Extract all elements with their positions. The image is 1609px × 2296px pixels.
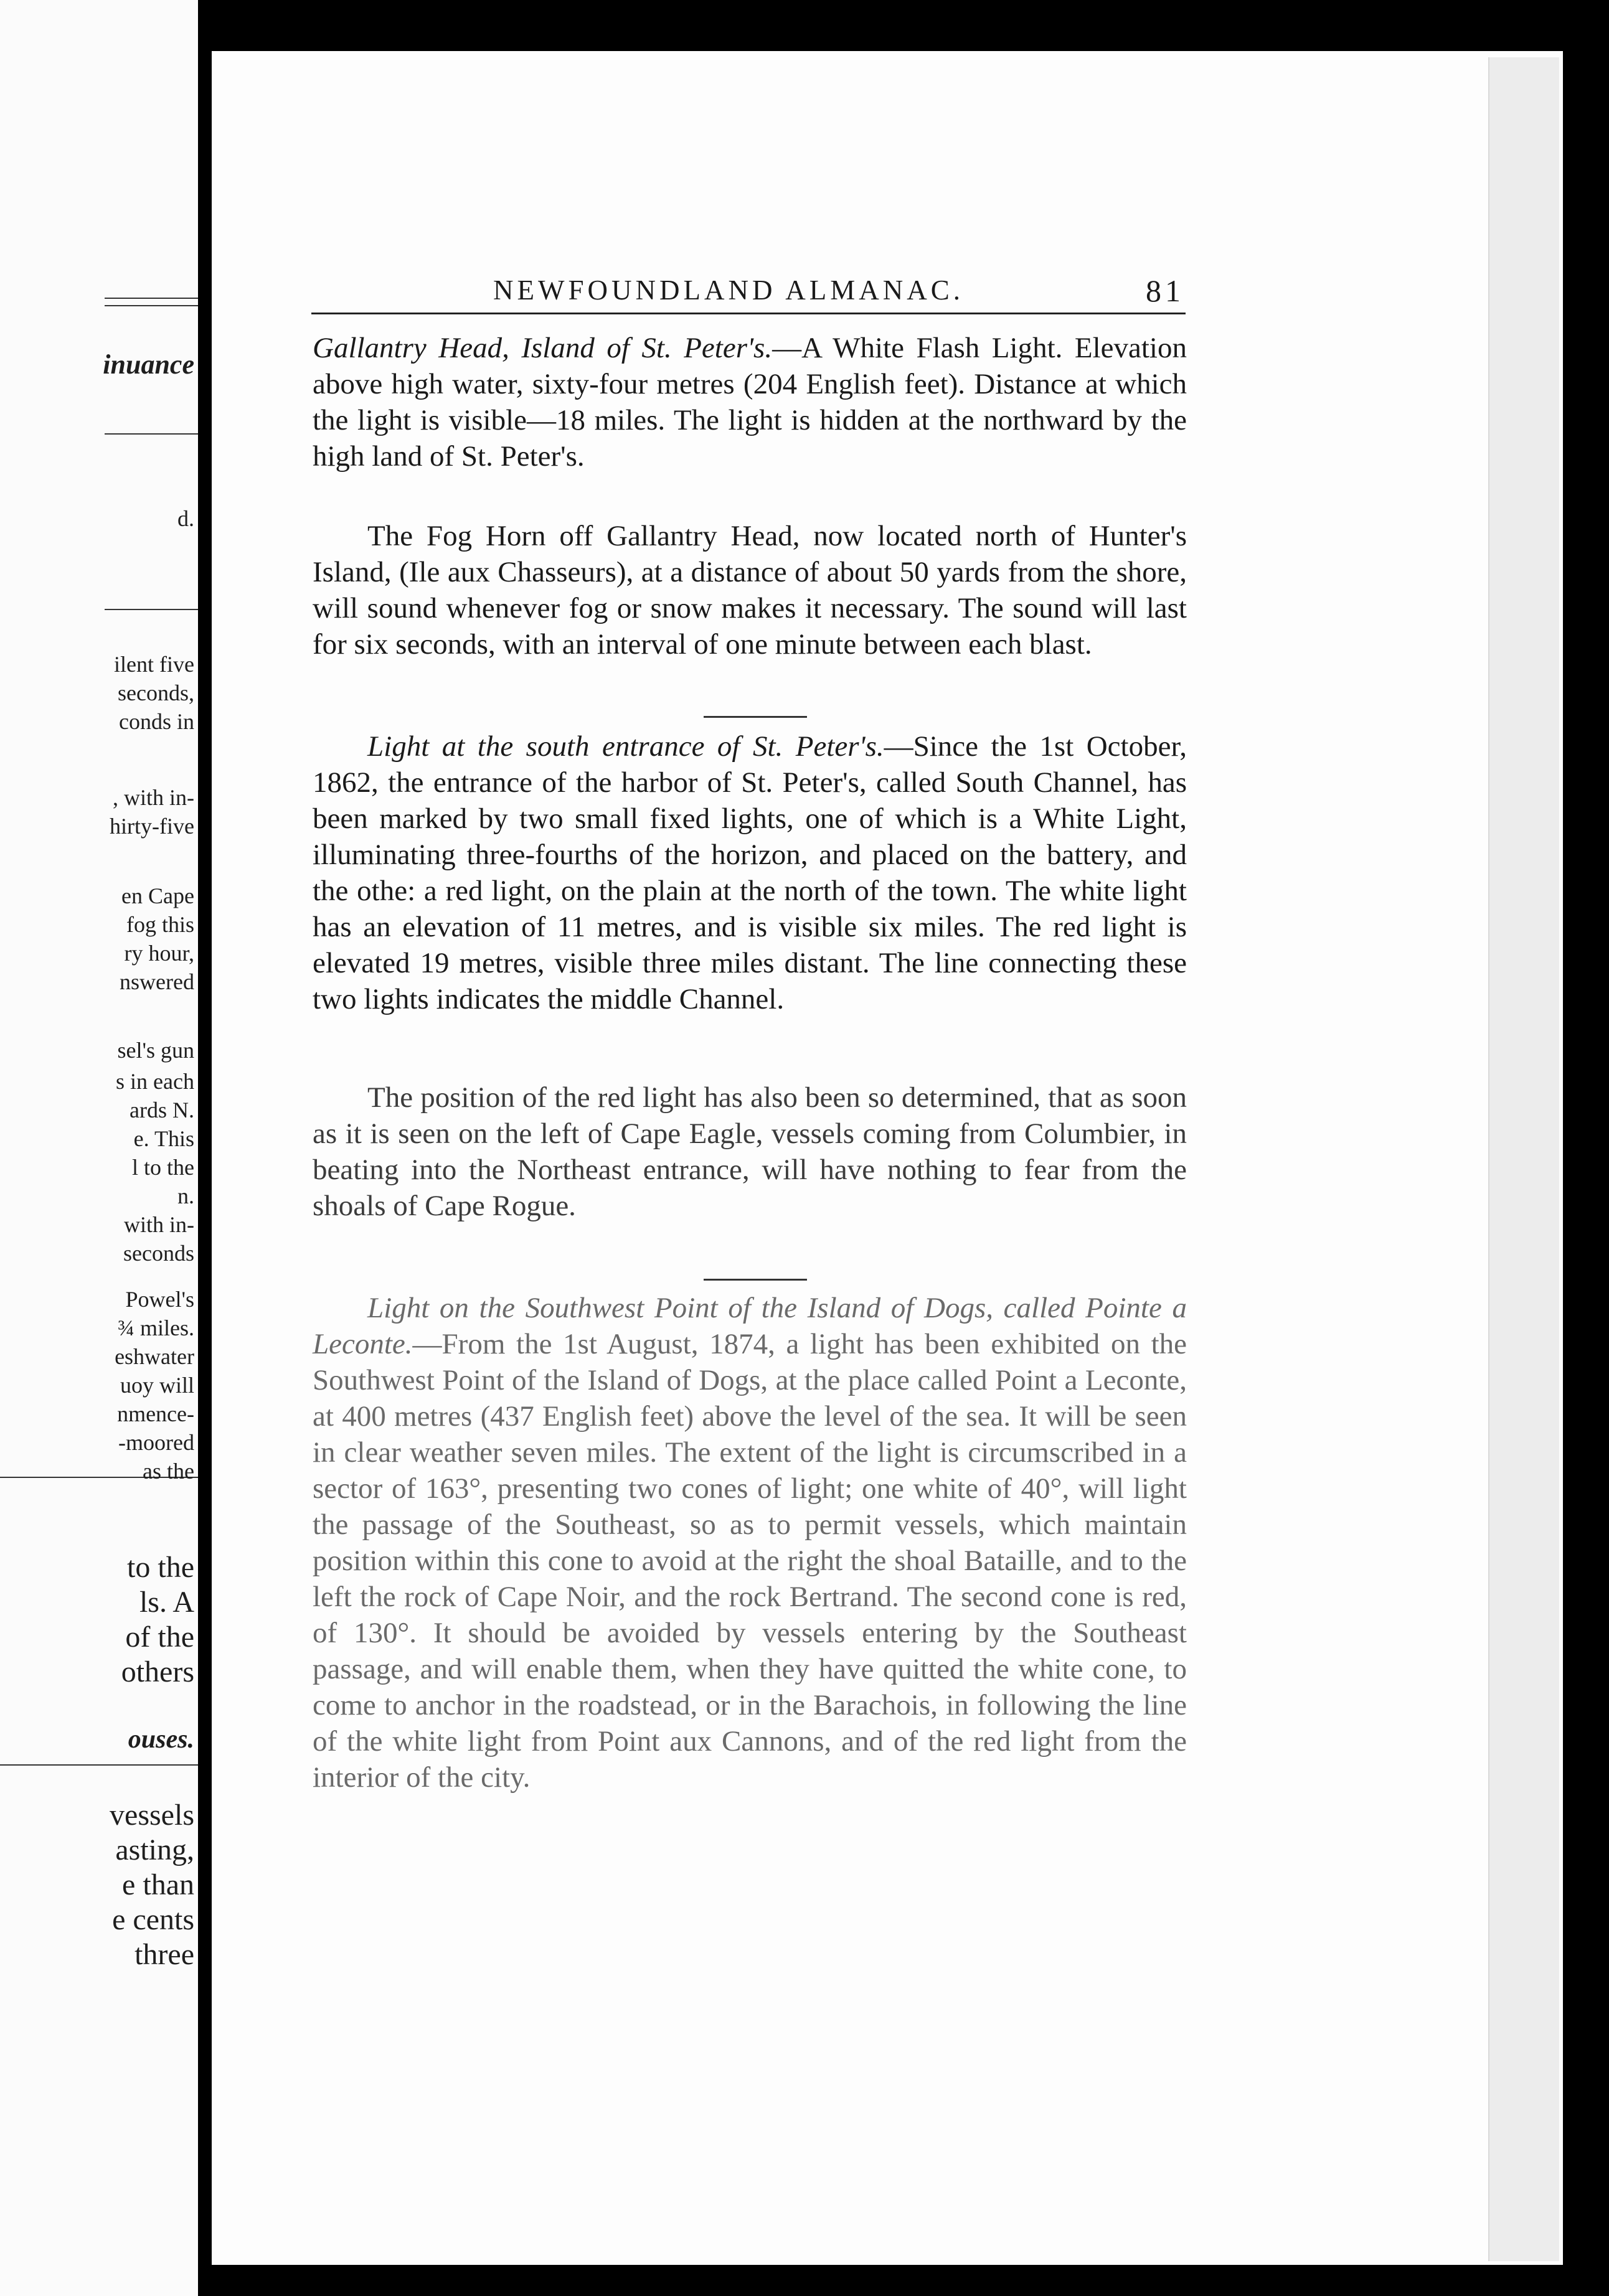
left-page-line: seconds, xyxy=(118,680,194,705)
left-page-line: fog this xyxy=(126,912,194,937)
paragraph-text: —Since the 1st October, 1862, the entrance of the harbor of St. Peter's, called South Channel, has been marked by two small fixed lights, one of which is a White Light, illuminating three-fourths of the horizon, and placed on the battery, and the othe: a red light, on the plain at the north of the town. The white light has an elevation of 11 metres, and is visible six miles. The red light is elevated 19 metres, visible three miles distant. The line connecting these two lights indicates the middle Channel. xyxy=(313,730,1187,1015)
paragraph-text: The Fog Horn off Gallantry Head, now located north of Hunter's Island, (Ile aux Chasseurs), at a distance of about 50 yards from the shore, will sound whenever fog or snow makes it necessary. The sound will last for six seconds, with an interval of one minute between each blast. xyxy=(313,520,1187,661)
left-page-rule xyxy=(105,305,198,306)
left-page-line: ilent five xyxy=(114,652,194,677)
paragraph-lead: Gallantry Head, Island of St. Peter's. xyxy=(313,332,773,364)
left-page-line: vessels xyxy=(110,1799,194,1832)
left-page-line: l to the xyxy=(132,1155,194,1180)
section-separator xyxy=(704,1279,807,1281)
left-page-line: ls. A xyxy=(139,1586,194,1619)
paragraph-fog-horn xyxy=(313,518,1187,662)
left-page-line: , with in- xyxy=(113,785,194,810)
left-page-line: e cents xyxy=(112,1903,194,1936)
left-page-line: -moored xyxy=(118,1430,194,1455)
left-page-rule xyxy=(105,433,198,435)
paragraph-south-entrance xyxy=(313,728,1187,1017)
running-head xyxy=(313,274,1184,311)
paragraph-text: The position of the red light has also been so determined, that as soon as it is seen on the left of Cape Eagle, vessels coming from Columbier, in beating into the Northeast entrance, will have nothing to fear from the shoals of Cape Rogue. xyxy=(313,1081,1187,1222)
left-page-line: sel's gun xyxy=(117,1038,194,1063)
paragraph-text: —From the 1st August, 1874, a light has been exhibited on the Southwest Point of the Island of Dogs, at the place called Point a Leconte, at 400 metres (437 English feet) above the level of the sea. It will be seen in clear weather seven miles. The extent of the light is circumscribed in a sector of 163°, presenting two cones of light; one white of 40°, will light the passage of the Southeast, so as to permit vessels, which maintain position within this cone to avoid at the right the shoal Bataille, and to the left the rock of Cape Noir, and the rock Bertrand. The second cone is red, of 130°. It should be avoided by vessels entering by the Southeast passage, and will enable them, when they have quitted the white cone, to come to anchor in the roadstead, or in the Barachois, in following the line of the white light from Point aux Cannons, and of the red light from the interior of the city. xyxy=(313,1328,1187,1794)
left-page-line: e than xyxy=(122,1868,194,1901)
left-page-line: s in each xyxy=(116,1069,194,1094)
left-page-rule xyxy=(0,1764,198,1766)
section-separator xyxy=(704,716,807,718)
paragraph-lead: Light at the south entrance of St. Peter's. xyxy=(367,730,884,763)
paragraph-gallantry-head xyxy=(313,330,1187,474)
left-page-line: eshwater xyxy=(115,1344,194,1369)
paragraph-lead: Light on the Southwest Point of the Island of Dogs, called Pointe a Leconte. xyxy=(313,1292,1187,1360)
left-page-line: nmence- xyxy=(117,1401,194,1426)
left-page-line: hirty-five xyxy=(110,814,194,839)
left-page-line: ards N. xyxy=(130,1098,194,1122)
left-page-line: nswered xyxy=(120,969,194,994)
left-page-line: en Cape xyxy=(121,883,194,908)
left-page-line: ry hour, xyxy=(124,941,194,966)
left-page-line: others xyxy=(121,1655,194,1688)
left-page-line: to the xyxy=(127,1551,194,1584)
left-page-line: uoy will xyxy=(120,1373,194,1398)
running-title: NEWFOUNDLAND ALMANAC. xyxy=(493,275,964,306)
page-number: 81 xyxy=(1146,273,1184,308)
left-page-line: seconds xyxy=(123,1241,194,1266)
left-page-line: Powel's xyxy=(125,1287,194,1312)
paragraph-island-of-dogs xyxy=(313,1290,1187,1795)
left-page-line: as the xyxy=(143,1459,194,1484)
left-page-rule xyxy=(105,609,198,610)
left-page-line: inuance xyxy=(103,349,194,380)
left-page-line: e. This xyxy=(133,1126,194,1151)
paragraph-red-light-position xyxy=(313,1080,1187,1224)
left-page-line: ouses. xyxy=(128,1725,194,1754)
header-rule xyxy=(311,313,1186,314)
left-page-line: asting, xyxy=(115,1833,194,1866)
left-page-line: of the xyxy=(125,1621,194,1654)
left-page-line: n. xyxy=(177,1183,194,1208)
left-page-line: conds in xyxy=(119,709,194,734)
left-page-line: three xyxy=(134,1938,194,1971)
left-page-line: ¾ miles. xyxy=(118,1315,194,1340)
left-page-line: d. xyxy=(177,506,194,531)
left-page-line: with in- xyxy=(124,1212,194,1237)
left-page-rule xyxy=(105,298,198,299)
paragraph-text: —A White Flash Light. Elevation above high water, sixty-four metres (204 English feet). Distance at which the light is visible—18 miles. The light is hidden at the northward by the high land of St. Peter's. xyxy=(313,332,1187,473)
left-page-fragment xyxy=(0,0,198,2296)
page-edge xyxy=(1488,57,1559,2261)
